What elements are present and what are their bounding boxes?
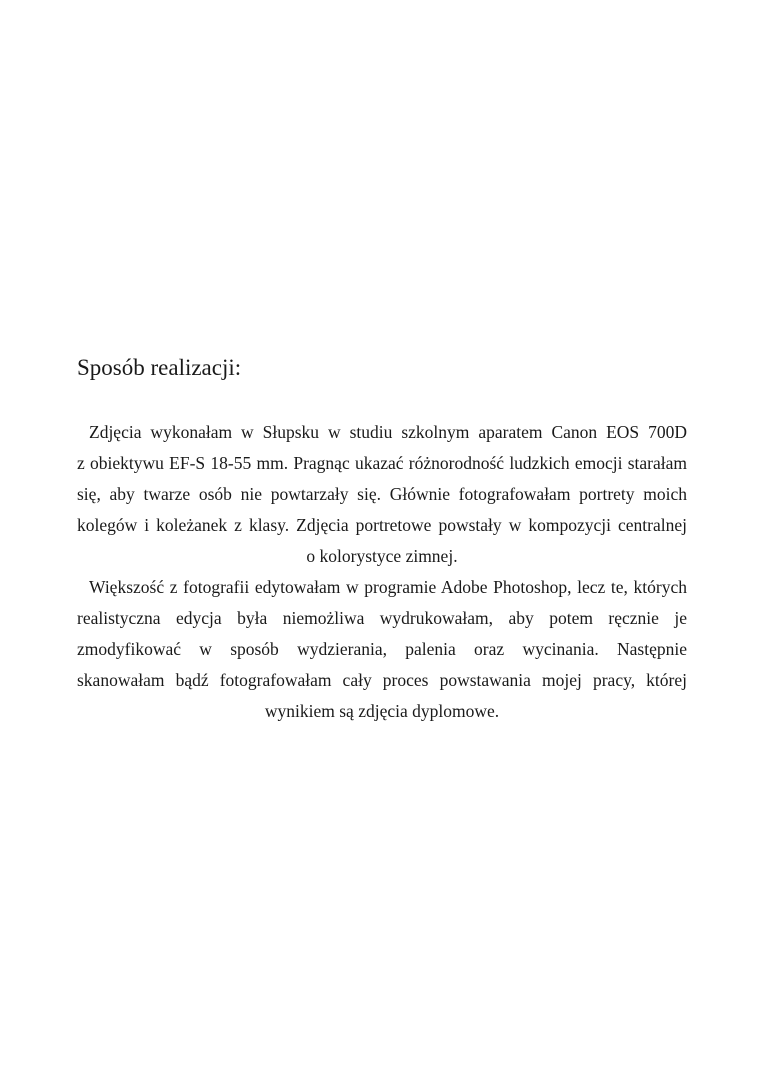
paragraph-line: Większość z fotografii edytowałam w programie Adobe Photoshop, lecz te, których [89, 577, 687, 597]
paragraph-line: zmodyfikować w sposób wydzierania, palenia oraz wycinania. Następnie [77, 639, 687, 659]
paragraph-realization-2 [77, 572, 687, 727]
paragraph-line: o kolorystyce zimnej. [306, 546, 458, 566]
paragraph-line: kolegów i koleżanek z klasy. Zdjęcia portretowe powstały w kompozycji centralnej [77, 515, 687, 535]
section-heading: Sposób realizacji: [77, 355, 242, 380]
paragraph-line: realistyczna edycja była niemożliwa wydrukowałam, aby potem ręcznie je [77, 608, 687, 628]
paragraph-line: Zdjęcia wykonałam w Słupsku w studiu szkolnym aparatem Canon EOS 700D [89, 422, 687, 442]
paragraph-realization-1 [77, 417, 687, 572]
paragraph-line: skanowałam bądź fotografowałam cały proces powstawania mojej pracy, której [77, 670, 687, 690]
paragraph-line: z obiektywu EF-S 18-55 mm. Pragnąc ukazać różnorodność ludzkich emocji starałam [77, 453, 687, 473]
paragraph-line: się, aby twarze osób nie powtarzały się. Głównie fotografowałam portrety moich [77, 484, 687, 504]
paragraph-line: wynikiem są zdjęcia dyplomowe. [264, 701, 500, 721]
